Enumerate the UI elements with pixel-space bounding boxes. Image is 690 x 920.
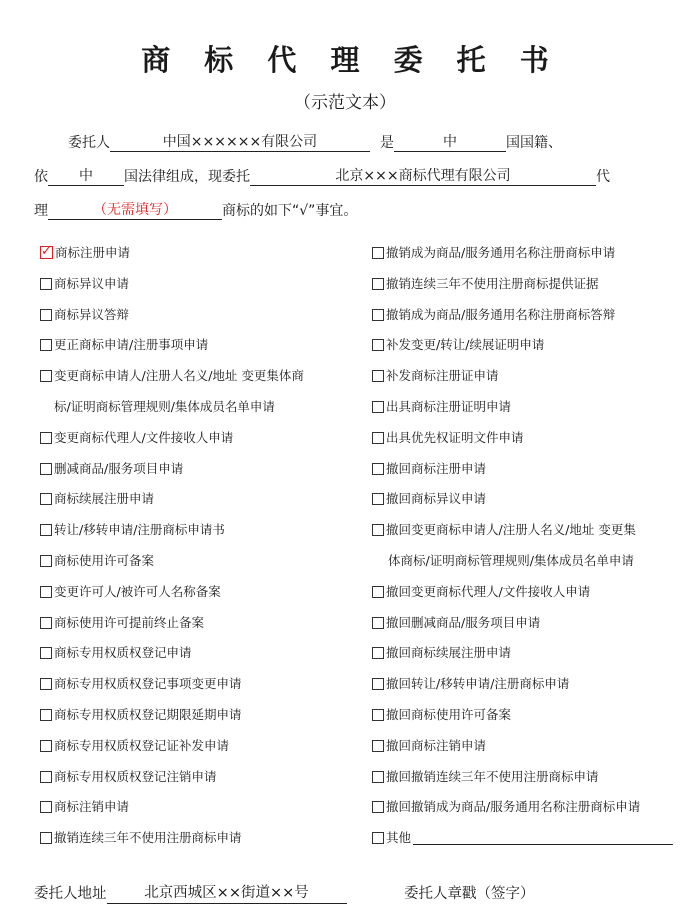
item-label: 撤回删减商品/服务项目申请 <box>386 614 541 630</box>
checkbox-icon[interactable] <box>40 278 52 290</box>
checkbox-icon[interactable] <box>372 401 384 413</box>
principal-address-line <box>34 882 347 906</box>
checklist-item[interactable] <box>372 673 682 704</box>
law-suffix: 国法律组成，现委托 <box>124 169 250 185</box>
checklist-item[interactable] <box>372 304 682 335</box>
address-label: 委托人地址 <box>34 886 107 902</box>
checkbox-icon[interactable] <box>372 586 384 598</box>
checklist-item[interactable] <box>40 304 355 335</box>
checkbox-icon[interactable] <box>40 339 52 351</box>
nationality-field[interactable] <box>394 132 506 152</box>
agent-suffix: 代 <box>596 169 610 185</box>
checklist-item[interactable] <box>372 735 682 766</box>
is-label: 是 <box>380 135 394 151</box>
checkbox-icon[interactable] <box>40 493 52 505</box>
item-label: 商标专用权质权登记证补发申请 <box>54 737 230 753</box>
item-label: 撤销成为商品/服务通用名称注册商标答辩 <box>386 306 616 322</box>
handler-value: （无需填写） <box>93 202 177 218</box>
left-checklist <box>40 242 355 858</box>
checkbox-icon[interactable] <box>40 832 52 844</box>
item-label: 商标注册申请 <box>55 245 131 260</box>
checklist-item[interactable] <box>372 642 682 673</box>
nationality-suffix: 国国籍、 <box>506 135 562 151</box>
item-label: 撤回商标异议申请 <box>386 491 487 507</box>
handler-prefix: 理 <box>34 203 48 219</box>
checklist-item[interactable] <box>40 273 355 304</box>
checkbox-icon[interactable] <box>40 771 52 783</box>
item-label: 变更商标代理人/文件接收人申请 <box>54 429 234 445</box>
checkbox-icon[interactable] <box>372 370 384 382</box>
checklist-item-continuation <box>372 550 682 581</box>
checkbox-icon[interactable] <box>40 432 52 444</box>
item-label: 商标专用权质权登记注销申请 <box>54 768 217 784</box>
checklist-item[interactable] <box>372 519 682 550</box>
checklist-item[interactable] <box>40 242 355 273</box>
item-label: 撤销连续三年不使用注册商标提供证据 <box>386 275 599 291</box>
checkbox-icon[interactable] <box>40 647 52 659</box>
document-title: 商 标 代 理 委 托 书 <box>141 43 561 77</box>
checklist-item[interactable] <box>40 735 355 766</box>
checklist-item[interactable] <box>40 796 355 827</box>
checkbox-icon[interactable] <box>372 524 384 536</box>
address-value: 北京西城区××街道××号 <box>144 885 309 901</box>
agent-name-field[interactable] <box>250 166 596 186</box>
item-label: 撤回商标注销申请 <box>386 737 487 753</box>
item-label: 撤销成为商品/服务通用名称注册商标申请 <box>386 245 616 260</box>
item-label: 撤回商标注册申请 <box>386 460 487 476</box>
checklist-item[interactable] <box>372 396 682 427</box>
item-label: 出具商标注册证明申请 <box>386 398 512 414</box>
checkbox-icon[interactable] <box>372 617 384 629</box>
checklist-item[interactable] <box>40 427 355 458</box>
seal-label: 委托人章戳（签字） <box>404 886 535 902</box>
item-label: 撤回商标续展注册申请 <box>386 645 512 661</box>
checkbox-icon[interactable] <box>372 801 384 813</box>
checkbox-icon[interactable] <box>372 709 384 721</box>
item-label: 体商标/证明商标管理规则/集体成员名单申请 <box>388 552 634 568</box>
checkbox-icon[interactable] <box>372 247 384 259</box>
checklist-item[interactable] <box>372 488 682 519</box>
checklist-item[interactable] <box>40 704 355 735</box>
checkbox-checked-icon[interactable] <box>40 246 53 259</box>
nationality-value: 中 <box>443 134 457 150</box>
checklist-item[interactable] <box>40 488 355 519</box>
item-label: 撤销连续三年不使用注册商标申请 <box>54 830 242 846</box>
checkbox-icon[interactable] <box>40 586 52 598</box>
checkbox-icon[interactable] <box>40 309 52 321</box>
handler-suffix: 商标的如下“√”事宜。 <box>222 203 358 219</box>
item-label: 撤回撤销连续三年不使用注册商标申请 <box>386 768 599 784</box>
checklist-item[interactable] <box>372 365 682 396</box>
item-label: 更正商标申请/注册事项申请 <box>54 337 209 353</box>
agent-name-value: 北京×××商标代理有限公司 <box>335 168 511 184</box>
principal-label: 委托人 <box>68 135 110 151</box>
checklist-item[interactable] <box>40 827 355 858</box>
intro-line-3 <box>34 200 357 222</box>
right-checklist <box>372 242 682 858</box>
item-label: 变更商标申请人/注册人名义/地址 变更集体商 <box>54 368 304 384</box>
item-label: 商标异议答辩 <box>54 306 130 322</box>
item-label: 商标使用许可提前终止备案 <box>54 614 205 630</box>
item-label: 商标续展注册申请 <box>54 491 155 507</box>
item-label: 变更许可人/被许可人名称备案 <box>54 583 221 599</box>
item-label: 撤回商标使用许可备案 <box>386 706 512 722</box>
checkbox-icon[interactable] <box>40 801 52 813</box>
item-label: 商标专用权质权登记申请 <box>54 645 192 661</box>
checkbox-icon[interactable] <box>372 278 384 290</box>
checkbox-icon[interactable] <box>372 771 384 783</box>
checklist-item[interactable] <box>372 458 682 489</box>
item-label: 补发商标注册证申请 <box>386 368 499 384</box>
checklist-item[interactable] <box>40 550 355 581</box>
checkbox-icon[interactable] <box>372 740 384 752</box>
checklist-item[interactable] <box>40 458 355 489</box>
item-label: 撤回撤销成为商品/服务通用名称注册商标申请 <box>386 799 641 815</box>
checklist-item[interactable] <box>372 704 682 735</box>
checklist-item[interactable] <box>372 334 682 365</box>
checkbox-icon[interactable] <box>372 432 384 444</box>
law-country-field[interactable] <box>48 166 124 186</box>
checkbox-icon[interactable] <box>372 493 384 505</box>
item-label: 出具优先权证明文件申请 <box>386 429 524 445</box>
address-field[interactable] <box>107 882 347 904</box>
checklist-item[interactable] <box>40 581 355 612</box>
checkbox-icon[interactable] <box>40 555 52 567</box>
checkbox-icon[interactable] <box>372 339 384 351</box>
document-subtitle: （示范文本） <box>294 93 396 113</box>
handler-field[interactable] <box>48 200 222 220</box>
intro-line-1 <box>68 132 562 154</box>
intro-line-2 <box>34 166 610 188</box>
checklist-item[interactable] <box>372 242 682 273</box>
checkbox-icon[interactable] <box>40 524 52 536</box>
item-label: 撤回转让/移转申请/注册商标申请 <box>386 676 570 692</box>
checklist-item[interactable] <box>40 766 355 797</box>
principal-name-field[interactable] <box>110 132 370 152</box>
checklist-item[interactable] <box>372 427 682 458</box>
checklist-item[interactable] <box>40 365 355 396</box>
checklist-item[interactable] <box>372 766 682 797</box>
checklist-item[interactable] <box>372 273 682 304</box>
checklist-item[interactable] <box>372 581 682 612</box>
item-label: 删减商品/服务项目申请 <box>54 460 184 476</box>
checklist-item[interactable] <box>40 612 355 643</box>
principal-name-value: 中国××××××有限公司 <box>162 134 318 150</box>
item-label: 补发变更/转让/续展证明申请 <box>386 337 545 353</box>
item-label: 撤回变更商标申请人/注册人名义/地址 变更集 <box>386 522 636 538</box>
checkbox-icon[interactable] <box>40 617 52 629</box>
item-label: 商标专用权质权登记期限延期申请 <box>54 706 242 722</box>
checklist-item[interactable] <box>372 796 682 827</box>
item-label: 商标专用权质权登记事项变更申请 <box>54 676 242 692</box>
checkbox-icon[interactable] <box>372 678 384 690</box>
checklist-item[interactable] <box>40 642 355 673</box>
checkbox-icon[interactable] <box>372 832 384 844</box>
item-label: 撤回变更商标代理人/文件接收人申请 <box>386 583 591 599</box>
checklist-item[interactable] <box>40 519 355 550</box>
item-label: 转让/移转申请/注册商标申请书 <box>54 522 225 538</box>
checkbox-icon[interactable] <box>40 370 52 382</box>
item-label: 标/证明商标管理规则/集体成员名单申请 <box>54 398 275 414</box>
checkbox-icon[interactable] <box>40 463 52 475</box>
checkbox-icon[interactable] <box>40 709 52 721</box>
item-label: 商标异议申请 <box>54 275 130 291</box>
other-fill-field[interactable] <box>413 827 673 845</box>
checklist-item[interactable] <box>40 334 355 365</box>
checkbox-icon[interactable] <box>372 309 384 321</box>
item-label: 商标注销申请 <box>54 799 130 815</box>
checkbox-icon[interactable] <box>372 463 384 475</box>
checklist-item-continuation <box>40 396 355 427</box>
checklist-item[interactable] <box>372 612 682 643</box>
by-label: 依 <box>34 169 48 185</box>
item-label: 商标使用许可备案 <box>54 552 155 568</box>
checklist-item-other[interactable] <box>372 827 682 858</box>
checklist-item[interactable] <box>40 673 355 704</box>
checkbox-icon[interactable] <box>372 647 384 659</box>
law-country-value: 中 <box>79 168 93 184</box>
item-label: 其他 <box>386 830 412 846</box>
checkbox-icon[interactable] <box>40 740 52 752</box>
checkbox-icon[interactable] <box>40 678 52 690</box>
